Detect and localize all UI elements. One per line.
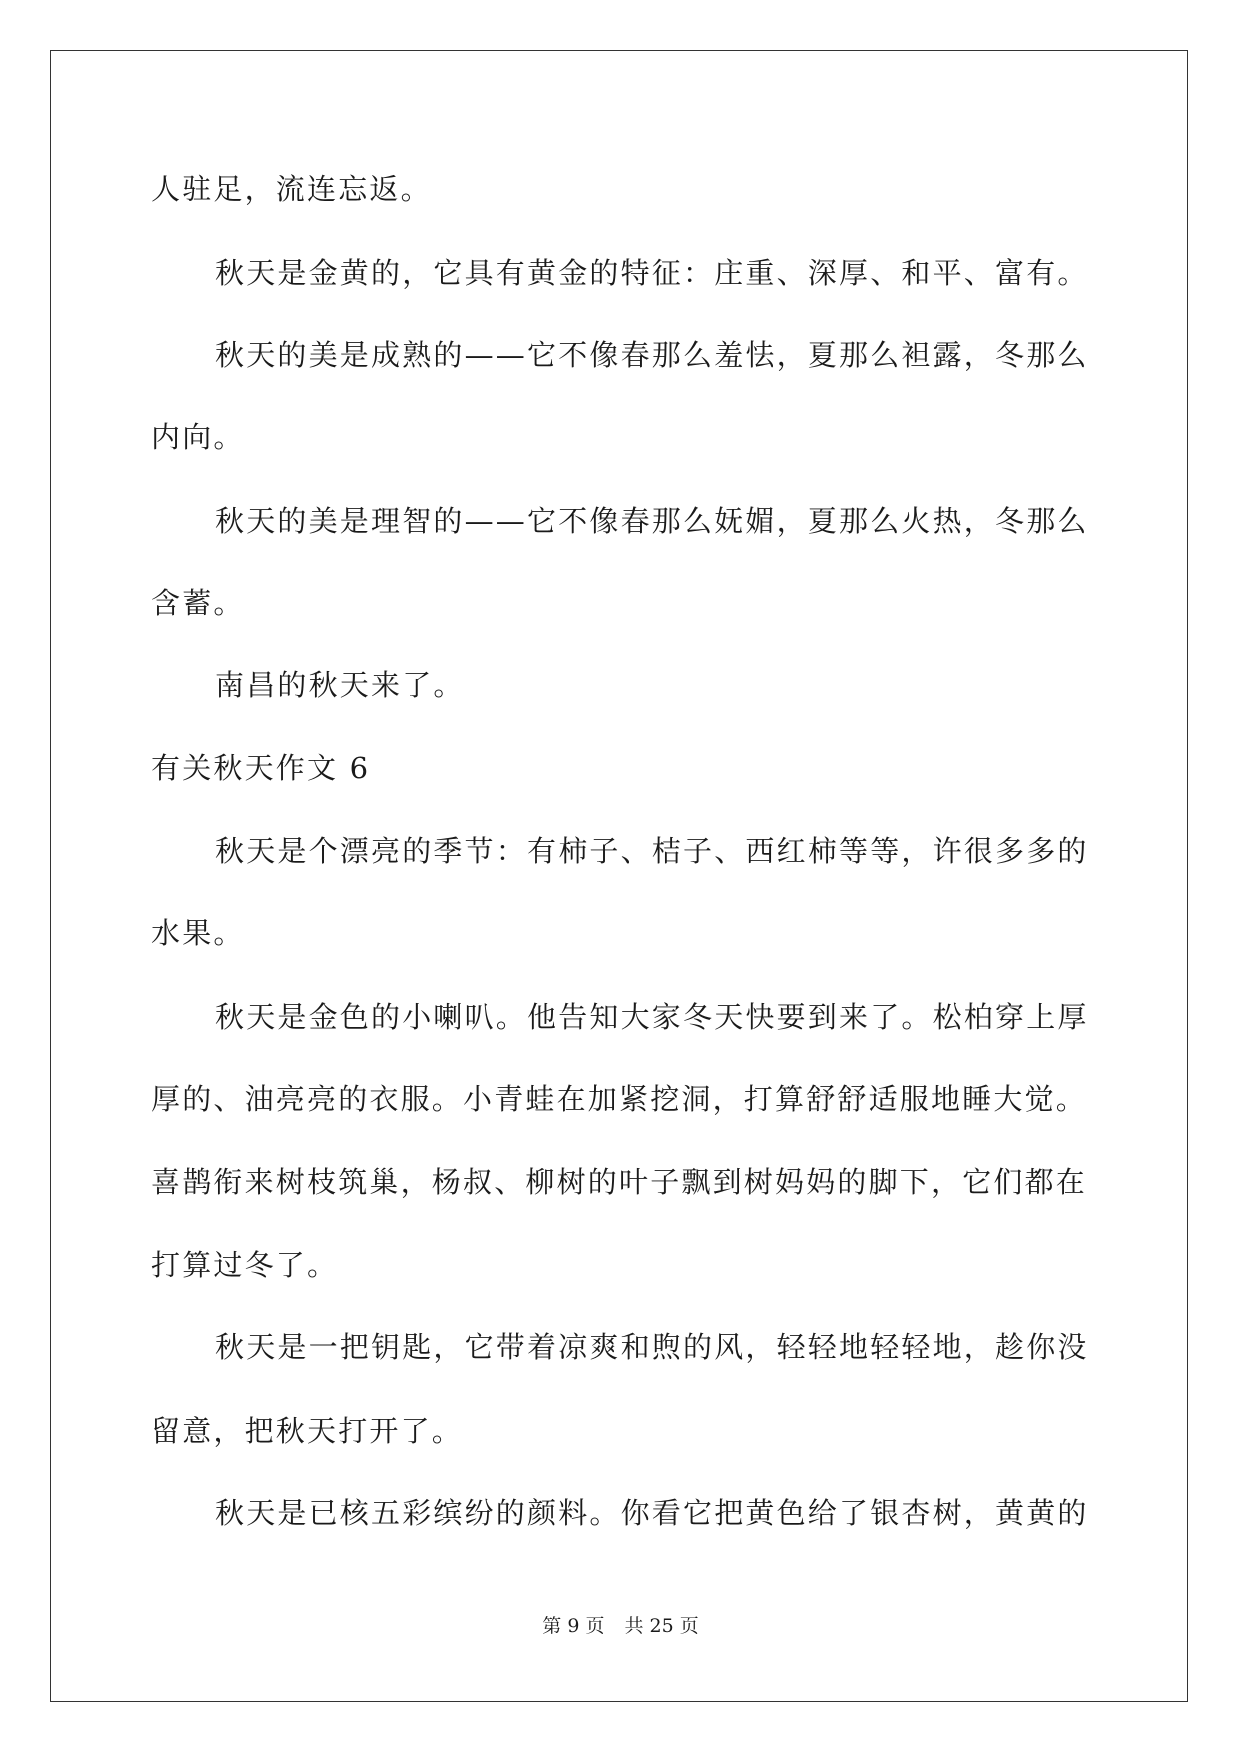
text-line: 厚的、油亮亮的衣服。小青蛙在加紧挖洞，打算舒舒适服地睡大觉。 <box>151 1082 1088 1116</box>
text-line: 留意，把秋天打开了。 <box>151 1414 464 1448</box>
text-line: 水果。 <box>151 916 245 950</box>
page-total: 共 25 页 <box>624 1615 699 1637</box>
paragraph-line: 秋天是金色的小喇叭。他告知大家冬天快要到来了。松柏穿上厚 <box>215 1000 1089 1034</box>
paragraph-line: 南昌的秋天来了。 <box>215 668 465 702</box>
page-border <box>50 50 1188 1702</box>
text-line: 喜鹊衔来树枝筑巢，杨叔、柳树的叶子飘到树妈妈的脚下，它们都在 <box>151 1165 1088 1199</box>
section-heading: 有关秋天作文 6 <box>151 751 371 785</box>
page-footer <box>0 1617 1241 1636</box>
text-line: 内向。 <box>151 420 245 454</box>
paragraph-line: 秋天的美是成熟的——它不像春那么羞怯，夏那么袒露，冬那么 <box>215 338 1089 372</box>
text-line: 含蓄。 <box>151 586 245 620</box>
page-number: 第 9 页 <box>542 1615 605 1637</box>
paragraph-line: 秋天是金黄的，它具有黄金的特征：庄重、深厚、和平、富有。 <box>215 256 1089 290</box>
paragraph-line: 秋天是个漂亮的季节：有柿子、桔子、西红柿等等，许很多多的 <box>215 834 1089 868</box>
text-line: 打算过冬了。 <box>151 1248 339 1282</box>
text-line: 人驻足，流连忘返。 <box>151 172 432 206</box>
paragraph-line: 秋天的美是理智的——它不像春那么妩媚，夏那么火热，冬那么 <box>215 504 1089 538</box>
paragraph-line: 秋天是一把钥匙，它带着凉爽和煦的风，轻轻地轻轻地，趁你没 <box>215 1330 1089 1364</box>
paragraph-line: 秋天是已核五彩缤纷的颜料。你看它把黄色给了银杏树，黄黄的 <box>215 1496 1089 1530</box>
